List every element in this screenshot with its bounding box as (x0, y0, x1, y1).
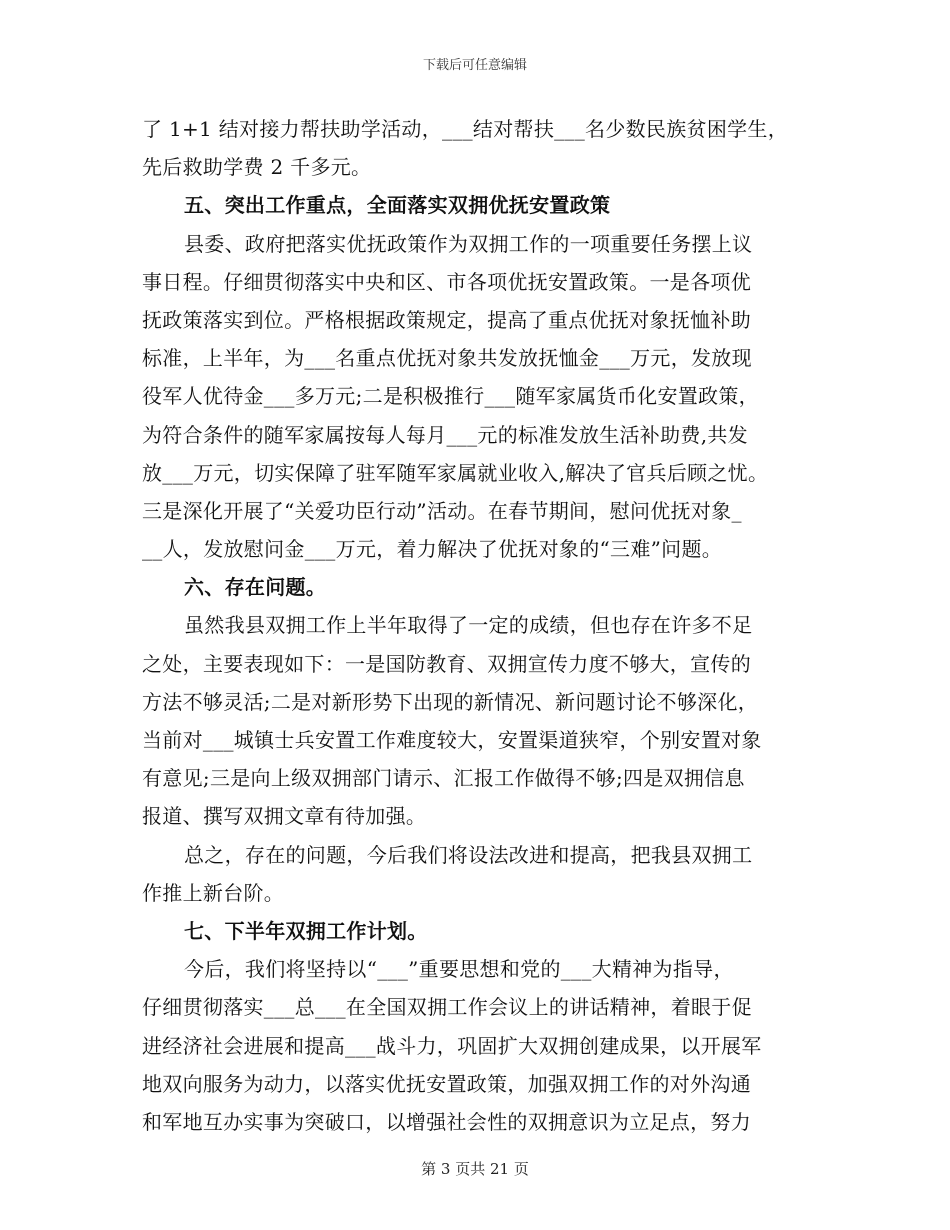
page-footer: 第 3 页共 21 页 (421, 1160, 529, 1178)
text-line: 报道、撰写双拥文章有待加强。 (142, 804, 427, 829)
section-heading: 七、下半年双拥工作计划。 (184, 918, 428, 943)
text-line: 了 1+1 结对接力帮扶助学活动，___结对帮扶___名少数民族贫困学生， (142, 117, 789, 141)
text-line: 地双向服务为动力，以落实优抚安置政策，加强双拥工作的对外沟通 (142, 1071, 751, 1096)
text-line: 进经济社会进展和提高___战斗力，巩固扩大双拥创建成果，以开展军 (142, 1033, 762, 1058)
text-line: 当前对___城镇士兵安置工作难度较大，安置渠道狭窄，个别安置对象 (142, 728, 762, 752)
text-line: 标准，上半年，为___名重点优抚对象共发放抚恤金___万元，发放现 (142, 346, 752, 371)
text-line: 先后救助学费 2 千多元。 (142, 155, 372, 180)
text-line: 抚政策落实到位。严格根据政策规定，提高了重点优抚对象抚恤补助 (142, 307, 751, 332)
text-line: 县委、政府把落实优抚政策作为双拥工作的一项重要任务摆上议 (184, 231, 753, 256)
text-line: 和军地互办实事为突破口，以增强社会性的双拥意识为立足点，努力 (142, 1109, 751, 1134)
text-line: 事日程。仔细贯彻落实中央和区、市各项优抚安置政策。一是各项优 (142, 269, 751, 294)
text-line: 方法不够灵活;二是对新形势下出现的新情况、新问题讨论不够深化， (142, 689, 759, 714)
page-header: 下载后可任意编辑 (422, 58, 527, 73)
text-line: 有意见;三是向上级双拥部门请示、汇报工作做得不够;四是双拥信息 (142, 766, 745, 791)
text-line: 虽然我县双拥工作上半年取得了一定的成绩，但也存在许多不足 (184, 613, 753, 638)
document-body (142, 110, 806, 1141)
text-line: __人，发放慰问金___万元，着力解决了优抚对象的“三难”问题。 (142, 537, 723, 562)
text-line: 作推上新台阶。 (142, 880, 285, 905)
text-line: 总之，存在的问题，今后我们将设法改进和提高，把我县双拥工 (184, 842, 753, 867)
text-line: 放___万元，切实保障了驻军随军家属就业收入,解决了官兵后顾之忧。 (142, 460, 769, 485)
section-heading: 六、存在问题。 (184, 575, 327, 600)
text-line: 为符合条件的随军家属按每人每月___元的标准发放生活补助费,共发 (142, 422, 748, 447)
text-line: 三是深化开展了“关爱功臣行动”活动。在春节期间，慰问优抚对象_ (142, 498, 742, 523)
section-heading: 五、突出工作重点，全面落实双拥优抚安置政策 (184, 193, 611, 218)
text-line: 今后，我们将坚持以“___”重要思想和党的___大精神为指导， (184, 957, 734, 982)
text-line: 役军人优待金___多万元;二是积极推行___随军家属货币化安置政策， (142, 384, 759, 409)
text-line: 仔细贯彻落实___总___在全国双拥工作会议上的讲话精神，着眼于促 (142, 995, 752, 1020)
text-line: 之处，主要表现如下：一是国防教育、双拥宣传力度不够大，宣传的 (142, 651, 751, 676)
